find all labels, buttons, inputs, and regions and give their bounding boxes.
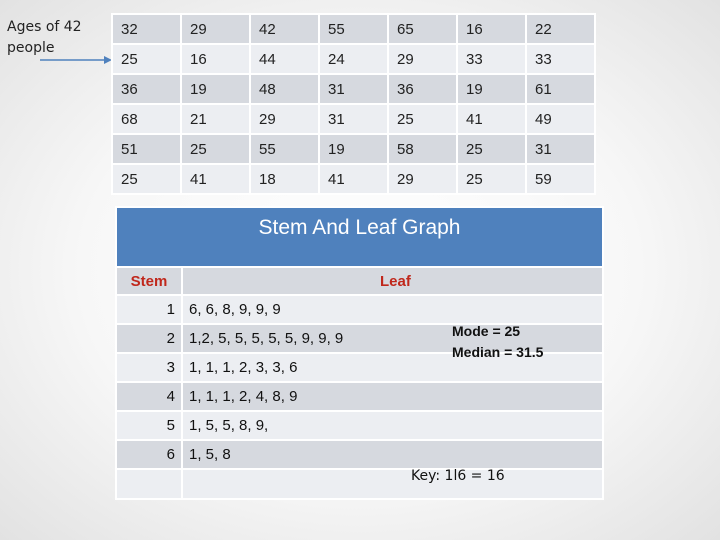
mode-label: Mode = 25 — [452, 323, 521, 339]
table-cell: 19 — [457, 74, 526, 104]
median-label: Median = 31.5 — [452, 344, 544, 360]
leaf-values: 1, 5, 5, 8, 9, — [182, 411, 603, 440]
table-cell: 36 — [112, 74, 181, 104]
table-cell: 25 — [388, 104, 457, 134]
stem-leaf-row — [116, 295, 603, 324]
stem-leaf-title: Stem And Leaf Graph — [116, 207, 603, 267]
table-cell: 31 — [319, 74, 388, 104]
table-cell: 36 — [388, 74, 457, 104]
table-cell: 16 — [181, 44, 250, 74]
table-cell: 33 — [526, 44, 595, 74]
leaf-values: 6, 6, 8, 9, 9, 9 — [182, 295, 603, 324]
table-cell: 25 — [112, 44, 181, 74]
key-row-cell — [182, 469, 603, 499]
stats-box — [452, 321, 543, 363]
table-cell: 65 — [388, 14, 457, 44]
stem-header: Stem — [116, 267, 182, 295]
table-cell: 21 — [181, 104, 250, 134]
table-cell: 68 — [112, 104, 181, 134]
table-cell: 41 — [181, 164, 250, 194]
table-cell: 16 — [457, 14, 526, 44]
stem-leaf-row — [116, 411, 603, 440]
table-cell: 44 — [250, 44, 319, 74]
key-row — [116, 469, 603, 499]
arrow-icon — [40, 50, 114, 66]
stem-value: 1 — [116, 295, 182, 324]
table-cell: 25 — [457, 134, 526, 164]
table-row — [112, 104, 595, 134]
table-row — [112, 74, 595, 104]
stem-value: 2 — [116, 324, 182, 353]
table-cell: 41 — [457, 104, 526, 134]
table-cell: 29 — [388, 164, 457, 194]
table-cell: 19 — [319, 134, 388, 164]
stem-value: 4 — [116, 382, 182, 411]
table-cell: 25 — [181, 134, 250, 164]
leaf-values: 1, 1, 1, 2, 3, 3, 6 — [182, 353, 603, 382]
table-cell: 51 — [112, 134, 181, 164]
table-cell: 61 — [526, 74, 595, 104]
table-row — [112, 134, 595, 164]
table-cell: 29 — [388, 44, 457, 74]
stem-value: 3 — [116, 353, 182, 382]
side-label: Ages of 42 people — [7, 19, 82, 56]
table-cell: 49 — [526, 104, 595, 134]
stem-value: 5 — [116, 411, 182, 440]
table-cell: 18 — [250, 164, 319, 194]
table-row — [112, 14, 595, 44]
table-cell: 41 — [319, 164, 388, 194]
table-cell: 29 — [250, 104, 319, 134]
leaf-header: Leaf — [182, 267, 603, 295]
table-row — [112, 164, 595, 194]
key-label: Key: 1l6 = 16 — [411, 468, 505, 484]
table-cell: 31 — [319, 104, 388, 134]
table-cell: 31 — [526, 134, 595, 164]
ages-data-table — [111, 13, 596, 195]
key-row-cell — [116, 469, 182, 499]
table-cell: 25 — [112, 164, 181, 194]
table-cell: 58 — [388, 134, 457, 164]
table-cell: 22 — [526, 14, 595, 44]
table-cell: 55 — [319, 14, 388, 44]
leaf-values: 1, 5, 8 — [182, 440, 603, 469]
stem-leaf-row — [116, 440, 603, 469]
table-cell: 59 — [526, 164, 595, 194]
table-cell: 55 — [250, 134, 319, 164]
stem-value: 6 — [116, 440, 182, 469]
table-cell: 32 — [112, 14, 181, 44]
leaf-values: 1, 1, 1, 2, 4, 8, 9 — [182, 382, 603, 411]
table-cell: 33 — [457, 44, 526, 74]
table-cell: 19 — [181, 74, 250, 104]
table-cell: 25 — [457, 164, 526, 194]
leaf-values: 1,2, 5, 5, 5, 5, 5, 9, 9, 9 — [182, 324, 603, 353]
table-cell: 48 — [250, 74, 319, 104]
table-cell: 24 — [319, 44, 388, 74]
table-row — [112, 44, 595, 74]
table-cell: 42 — [250, 14, 319, 44]
table-cell: 29 — [181, 14, 250, 44]
stem-leaf-row — [116, 382, 603, 411]
